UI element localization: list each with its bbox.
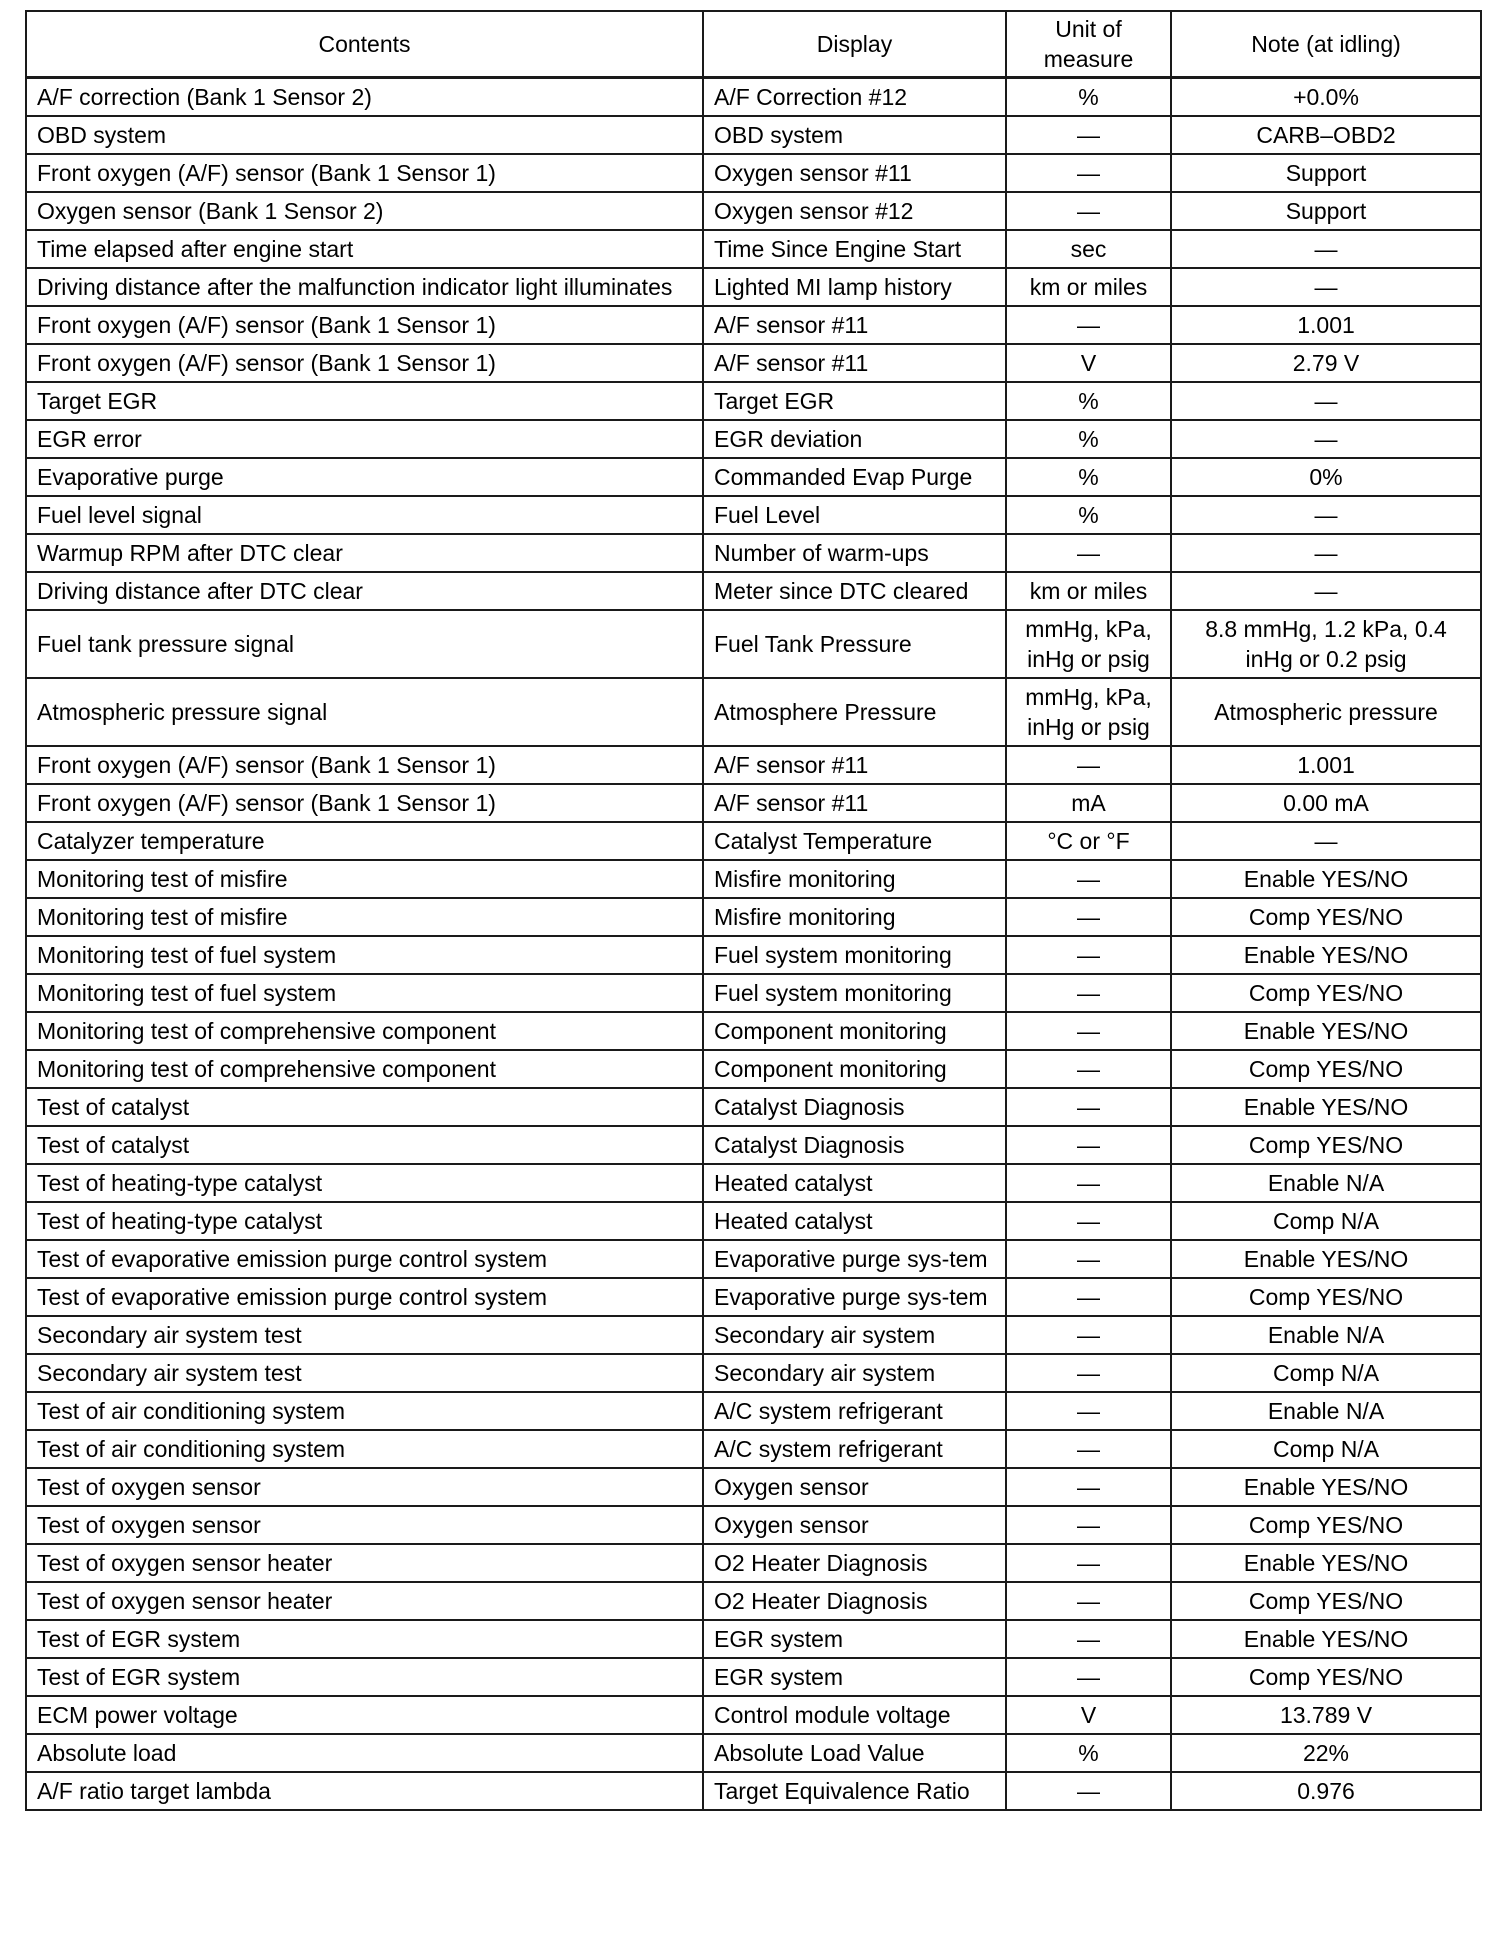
cell-contents: Test of oxygen sensor heater bbox=[26, 1544, 703, 1582]
table-row bbox=[26, 936, 1481, 974]
cell-contents: Secondary air system test bbox=[26, 1316, 703, 1354]
cell-note: Enable YES/NO bbox=[1171, 1544, 1481, 1582]
cell-note: — bbox=[1171, 420, 1481, 458]
cell-unit: — bbox=[1006, 1468, 1171, 1506]
cell-contents: Driving distance after DTC clear bbox=[26, 572, 703, 610]
cell-note: 0.976 bbox=[1171, 1772, 1481, 1810]
cell-contents: Time elapsed after engine start bbox=[26, 230, 703, 268]
cell-unit: % bbox=[1006, 458, 1171, 496]
cell-display: EGR deviation bbox=[703, 420, 1006, 458]
cell-unit: — bbox=[1006, 1772, 1171, 1810]
table-row bbox=[26, 78, 1481, 117]
cell-contents: Monitoring test of misfire bbox=[26, 898, 703, 936]
cell-contents: A/F ratio target lambda bbox=[26, 1772, 703, 1810]
cell-note: 1.001 bbox=[1171, 306, 1481, 344]
cell-note: Comp YES/NO bbox=[1171, 974, 1481, 1012]
cell-display: Target Equivalence Ratio bbox=[703, 1772, 1006, 1810]
table-header bbox=[26, 11, 1481, 78]
cell-unit: — bbox=[1006, 1392, 1171, 1430]
cell-note: — bbox=[1171, 534, 1481, 572]
table-row bbox=[26, 974, 1481, 1012]
table-row bbox=[26, 420, 1481, 458]
cell-note: 1.001 bbox=[1171, 746, 1481, 784]
cell-note: 13.789 V bbox=[1171, 1696, 1481, 1734]
cell-contents: Front oxygen (A/F) sensor (Bank 1 Sensor 1) bbox=[26, 154, 703, 192]
cell-note: Comp N/A bbox=[1171, 1202, 1481, 1240]
cell-contents: Test of evaporative emission purge control system bbox=[26, 1278, 703, 1316]
cell-display: Secondary air system bbox=[703, 1354, 1006, 1392]
cell-unit: — bbox=[1006, 860, 1171, 898]
cell-contents: Secondary air system test bbox=[26, 1354, 703, 1392]
cell-contents: Test of catalyst bbox=[26, 1126, 703, 1164]
cell-note: 8.8 mmHg, 1.2 kPa, 0.4 inHg or 0.2 psig bbox=[1171, 610, 1481, 678]
cell-note: Enable YES/NO bbox=[1171, 1012, 1481, 1050]
cell-display: Meter since DTC cleared bbox=[703, 572, 1006, 610]
table-row bbox=[26, 1278, 1481, 1316]
cell-contents: EGR error bbox=[26, 420, 703, 458]
cell-display: A/C system refrigerant bbox=[703, 1392, 1006, 1430]
cell-unit: — bbox=[1006, 1088, 1171, 1126]
cell-note: Enable N/A bbox=[1171, 1316, 1481, 1354]
cell-display: EGR system bbox=[703, 1658, 1006, 1696]
cell-note: Comp YES/NO bbox=[1171, 1050, 1481, 1088]
cell-display: Catalyst Diagnosis bbox=[703, 1088, 1006, 1126]
cell-display: OBD system bbox=[703, 116, 1006, 154]
cell-display: Misfire monitoring bbox=[703, 898, 1006, 936]
cell-unit: sec bbox=[1006, 230, 1171, 268]
table-row bbox=[26, 1392, 1481, 1430]
cell-display: Fuel Tank Pressure bbox=[703, 610, 1006, 678]
table-row bbox=[26, 1696, 1481, 1734]
cell-note: — bbox=[1171, 572, 1481, 610]
cell-unit: — bbox=[1006, 1658, 1171, 1696]
cell-note: Enable N/A bbox=[1171, 1392, 1481, 1430]
cell-contents: Absolute load bbox=[26, 1734, 703, 1772]
table-row bbox=[26, 1658, 1481, 1696]
cell-contents: Test of heating-type catalyst bbox=[26, 1202, 703, 1240]
cell-contents: Monitoring test of fuel system bbox=[26, 974, 703, 1012]
cell-note: Enable YES/NO bbox=[1171, 860, 1481, 898]
cell-display: Commanded Evap Purge bbox=[703, 458, 1006, 496]
cell-display: O2 Heater Diagnosis bbox=[703, 1582, 1006, 1620]
table-row bbox=[26, 230, 1481, 268]
cell-display: Catalyst Temperature bbox=[703, 822, 1006, 860]
cell-display: O2 Heater Diagnosis bbox=[703, 1544, 1006, 1582]
cell-display: A/F sensor #11 bbox=[703, 344, 1006, 382]
header-display: Display bbox=[703, 11, 1006, 78]
cell-display: Component monitoring bbox=[703, 1012, 1006, 1050]
cell-note: Support bbox=[1171, 192, 1481, 230]
table-row bbox=[26, 154, 1481, 192]
table-row bbox=[26, 1164, 1481, 1202]
cell-unit: % bbox=[1006, 420, 1171, 458]
cell-contents: Evaporative purge bbox=[26, 458, 703, 496]
cell-note: 0.00 mA bbox=[1171, 784, 1481, 822]
cell-display: Oxygen sensor #11 bbox=[703, 154, 1006, 192]
table-row bbox=[26, 496, 1481, 534]
cell-unit: — bbox=[1006, 306, 1171, 344]
cell-display: Control module voltage bbox=[703, 1696, 1006, 1734]
table-row bbox=[26, 1012, 1481, 1050]
cell-contents: Atmospheric pressure signal bbox=[26, 678, 703, 746]
cell-contents: Catalyzer temperature bbox=[26, 822, 703, 860]
table-row bbox=[26, 268, 1481, 306]
cell-unit: — bbox=[1006, 1240, 1171, 1278]
cell-display: Catalyst Diagnosis bbox=[703, 1126, 1006, 1164]
table-row bbox=[26, 1316, 1481, 1354]
cell-unit: — bbox=[1006, 154, 1171, 192]
cell-note: Comp YES/NO bbox=[1171, 1126, 1481, 1164]
table-row bbox=[26, 1620, 1481, 1658]
cell-display: Evaporative purge sys-tem bbox=[703, 1240, 1006, 1278]
table-row bbox=[26, 1202, 1481, 1240]
cell-display: Heated catalyst bbox=[703, 1164, 1006, 1202]
cell-note: — bbox=[1171, 822, 1481, 860]
table-row bbox=[26, 1430, 1481, 1468]
cell-contents: Test of oxygen sensor bbox=[26, 1468, 703, 1506]
cell-unit: — bbox=[1006, 1126, 1171, 1164]
cell-note: Enable N/A bbox=[1171, 1164, 1481, 1202]
cell-unit: — bbox=[1006, 1354, 1171, 1392]
cell-note: Enable YES/NO bbox=[1171, 1088, 1481, 1126]
table-row bbox=[26, 192, 1481, 230]
cell-unit: — bbox=[1006, 1582, 1171, 1620]
data-monitor-table bbox=[25, 10, 1482, 1811]
cell-contents: Monitoring test of misfire bbox=[26, 860, 703, 898]
cell-contents: Test of air conditioning system bbox=[26, 1430, 703, 1468]
cell-unit: mmHg, kPa, inHg or psig bbox=[1006, 678, 1171, 746]
cell-note: Comp N/A bbox=[1171, 1354, 1481, 1392]
cell-contents: Test of catalyst bbox=[26, 1088, 703, 1126]
cell-unit: mmHg, kPa, inHg or psig bbox=[1006, 610, 1171, 678]
header-unit: Unit of measure bbox=[1006, 11, 1171, 78]
table-row bbox=[26, 1050, 1481, 1088]
cell-unit: — bbox=[1006, 974, 1171, 1012]
cell-contents: ECM power voltage bbox=[26, 1696, 703, 1734]
cell-contents: Test of oxygen sensor heater bbox=[26, 1582, 703, 1620]
cell-unit: km or miles bbox=[1006, 268, 1171, 306]
cell-display: Fuel system monitoring bbox=[703, 936, 1006, 974]
cell-note: Comp YES/NO bbox=[1171, 1658, 1481, 1696]
table-row bbox=[26, 610, 1481, 678]
cell-note: Comp YES/NO bbox=[1171, 1278, 1481, 1316]
cell-note: 0% bbox=[1171, 458, 1481, 496]
cell-unit: % bbox=[1006, 1734, 1171, 1772]
cell-unit: — bbox=[1006, 1164, 1171, 1202]
table-row bbox=[26, 860, 1481, 898]
cell-contents: Oxygen sensor (Bank 1 Sensor 2) bbox=[26, 192, 703, 230]
table-row bbox=[26, 1544, 1481, 1582]
table-row bbox=[26, 1506, 1481, 1544]
cell-contents: Test of evaporative emission purge control system bbox=[26, 1240, 703, 1278]
table-row bbox=[26, 822, 1481, 860]
cell-unit: V bbox=[1006, 1696, 1171, 1734]
cell-contents: Driving distance after the malfunction indicator light illuminates bbox=[26, 268, 703, 306]
cell-unit: — bbox=[1006, 1050, 1171, 1088]
cell-note: Enable YES/NO bbox=[1171, 1620, 1481, 1658]
table-row bbox=[26, 678, 1481, 746]
cell-unit: — bbox=[1006, 1278, 1171, 1316]
cell-display: Secondary air system bbox=[703, 1316, 1006, 1354]
cell-contents: Monitoring test of comprehensive component bbox=[26, 1050, 703, 1088]
cell-display: Number of warm-ups bbox=[703, 534, 1006, 572]
cell-display: Lighted MI lamp history bbox=[703, 268, 1006, 306]
cell-display: Fuel system monitoring bbox=[703, 974, 1006, 1012]
cell-display: Oxygen sensor bbox=[703, 1468, 1006, 1506]
cell-contents: Test of EGR system bbox=[26, 1620, 703, 1658]
cell-display: EGR system bbox=[703, 1620, 1006, 1658]
cell-note: Comp YES/NO bbox=[1171, 1506, 1481, 1544]
header-contents: Contents bbox=[26, 11, 703, 78]
cell-display: Absolute Load Value bbox=[703, 1734, 1006, 1772]
table-row bbox=[26, 1354, 1481, 1392]
table-row bbox=[26, 572, 1481, 610]
header-row bbox=[26, 11, 1481, 78]
cell-unit: % bbox=[1006, 78, 1171, 117]
table-row bbox=[26, 898, 1481, 936]
cell-unit: — bbox=[1006, 192, 1171, 230]
cell-contents: Monitoring test of fuel system bbox=[26, 936, 703, 974]
table-row bbox=[26, 1582, 1481, 1620]
cell-contents: Test of heating-type catalyst bbox=[26, 1164, 703, 1202]
table-row bbox=[26, 382, 1481, 420]
cell-display: A/F sensor #11 bbox=[703, 306, 1006, 344]
cell-contents: Test of EGR system bbox=[26, 1658, 703, 1696]
cell-display: A/C system refrigerant bbox=[703, 1430, 1006, 1468]
table-row bbox=[26, 458, 1481, 496]
cell-note: — bbox=[1171, 496, 1481, 534]
table-row bbox=[26, 116, 1481, 154]
cell-note: — bbox=[1171, 230, 1481, 268]
cell-unit: — bbox=[1006, 1620, 1171, 1658]
cell-note: 22% bbox=[1171, 1734, 1481, 1772]
cell-unit: km or miles bbox=[1006, 572, 1171, 610]
cell-note: Support bbox=[1171, 154, 1481, 192]
cell-contents: OBD system bbox=[26, 116, 703, 154]
cell-display: A/F sensor #11 bbox=[703, 746, 1006, 784]
cell-display: Fuel Level bbox=[703, 496, 1006, 534]
cell-unit: % bbox=[1006, 382, 1171, 420]
cell-unit: V bbox=[1006, 344, 1171, 382]
table-row bbox=[26, 1468, 1481, 1506]
cell-display: Misfire monitoring bbox=[703, 860, 1006, 898]
cell-display: A/F sensor #11 bbox=[703, 784, 1006, 822]
cell-display: Oxygen sensor bbox=[703, 1506, 1006, 1544]
cell-unit: — bbox=[1006, 1316, 1171, 1354]
cell-unit: — bbox=[1006, 898, 1171, 936]
cell-unit: — bbox=[1006, 116, 1171, 154]
table-row bbox=[26, 306, 1481, 344]
cell-contents: Monitoring test of comprehensive component bbox=[26, 1012, 703, 1050]
cell-note: Enable YES/NO bbox=[1171, 936, 1481, 974]
table-row bbox=[26, 746, 1481, 784]
cell-note: +0.0% bbox=[1171, 78, 1481, 117]
cell-contents: Warmup RPM after DTC clear bbox=[26, 534, 703, 572]
cell-unit: — bbox=[1006, 1544, 1171, 1582]
cell-note: Comp YES/NO bbox=[1171, 1582, 1481, 1620]
cell-note: — bbox=[1171, 268, 1481, 306]
cell-note: Enable YES/NO bbox=[1171, 1468, 1481, 1506]
cell-contents: Fuel level signal bbox=[26, 496, 703, 534]
table-row bbox=[26, 1126, 1481, 1164]
cell-note: CARB–OBD2 bbox=[1171, 116, 1481, 154]
cell-display: Evaporative purge sys-tem bbox=[703, 1278, 1006, 1316]
table-body bbox=[26, 78, 1481, 1811]
cell-note: Enable YES/NO bbox=[1171, 1240, 1481, 1278]
cell-unit: — bbox=[1006, 936, 1171, 974]
table-row bbox=[26, 784, 1481, 822]
cell-contents: Front oxygen (A/F) sensor (Bank 1 Sensor 1) bbox=[26, 306, 703, 344]
table-row bbox=[26, 1734, 1481, 1772]
cell-contents: Target EGR bbox=[26, 382, 703, 420]
cell-contents: Front oxygen (A/F) sensor (Bank 1 Sensor 1) bbox=[26, 746, 703, 784]
cell-contents: Front oxygen (A/F) sensor (Bank 1 Sensor 1) bbox=[26, 784, 703, 822]
cell-note: Comp N/A bbox=[1171, 1430, 1481, 1468]
cell-display: Target EGR bbox=[703, 382, 1006, 420]
table-row bbox=[26, 534, 1481, 572]
cell-unit: — bbox=[1006, 534, 1171, 572]
cell-display: Oxygen sensor #12 bbox=[703, 192, 1006, 230]
header-note: Note (at idling) bbox=[1171, 11, 1481, 78]
cell-unit: — bbox=[1006, 746, 1171, 784]
cell-display: Atmosphere Pressure bbox=[703, 678, 1006, 746]
cell-contents: Test of air conditioning system bbox=[26, 1392, 703, 1430]
table-row bbox=[26, 344, 1481, 382]
cell-display: A/F Correction #12 bbox=[703, 78, 1006, 117]
cell-display: Heated catalyst bbox=[703, 1202, 1006, 1240]
cell-note: Atmospheric pressure bbox=[1171, 678, 1481, 746]
cell-unit: — bbox=[1006, 1202, 1171, 1240]
table-row bbox=[26, 1772, 1481, 1810]
cell-note: 2.79 V bbox=[1171, 344, 1481, 382]
table-row bbox=[26, 1088, 1481, 1126]
cell-unit: % bbox=[1006, 496, 1171, 534]
cell-note: Comp YES/NO bbox=[1171, 898, 1481, 936]
cell-unit: °C or °F bbox=[1006, 822, 1171, 860]
cell-unit: — bbox=[1006, 1012, 1171, 1050]
cell-display: Time Since Engine Start bbox=[703, 230, 1006, 268]
cell-contents: Front oxygen (A/F) sensor (Bank 1 Sensor 1) bbox=[26, 344, 703, 382]
cell-unit: — bbox=[1006, 1430, 1171, 1468]
cell-contents: Fuel tank pressure signal bbox=[26, 610, 703, 678]
cell-contents: A/F correction (Bank 1 Sensor 2) bbox=[26, 78, 703, 117]
cell-contents: Test of oxygen sensor bbox=[26, 1506, 703, 1544]
table-row bbox=[26, 1240, 1481, 1278]
cell-unit: — bbox=[1006, 1506, 1171, 1544]
cell-display: Component monitoring bbox=[703, 1050, 1006, 1088]
cell-unit: mA bbox=[1006, 784, 1171, 822]
cell-note: — bbox=[1171, 382, 1481, 420]
